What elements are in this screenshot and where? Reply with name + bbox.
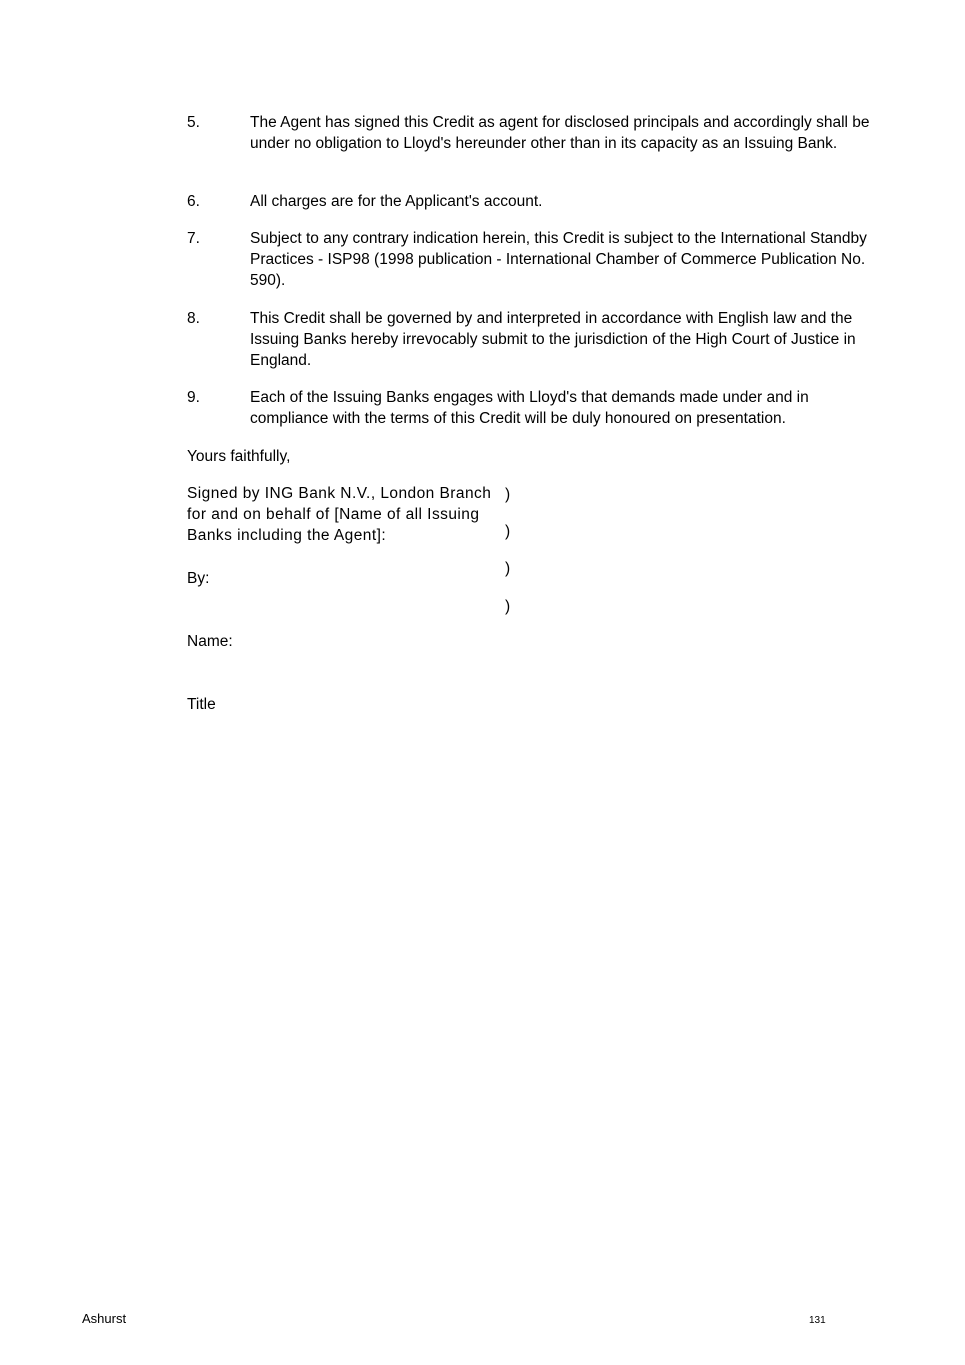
clause-text: The Agent has signed this Credit as agent for disclosed principals and accordingly shall be under no obligation to Lloyd's hereunder other than in its capacity as an Issuing Bank. [250, 114, 870, 152]
clause-text: Subject to any contrary indication herein, this Credit is subject to the International Standby Practices - ISP98 (1998 publication - International Chamber of Commerce Publication No. 590). [250, 230, 867, 289]
clause-text: All charges are for the Applicant's account. [250, 193, 543, 210]
clause-number: 9. [187, 389, 200, 406]
closing-salutation: Yours faithfully, [187, 448, 291, 465]
clause-number: 7. [187, 230, 200, 247]
name-label: Name: [187, 633, 233, 650]
clause-number: 8. [187, 310, 200, 327]
bracket-3: ) [505, 560, 511, 577]
clause-text: This Credit shall be governed by and interpreted in accordance with English law and the Issuing Banks hereby irrevocably submit to the jurisdiction of the High Court of Justice in England. [250, 310, 856, 369]
title-label: Title [187, 696, 216, 713]
page-number: 131 [809, 1315, 826, 1326]
bracket-2: ) [505, 523, 511, 540]
clause-text: Each of the Issuing Banks engages with Lloyd's that demands made under and in compliance with the terms of this Credit will be duly honoured on presentation. [250, 389, 809, 427]
footer-firm-name: Ashurst [82, 1311, 127, 1326]
clause-number: 6. [187, 193, 200, 210]
bracket-1: ) [505, 486, 511, 503]
signature-statement: Signed by ING Bank N.V., London Branch for and on behalf of [Name of all Issuing Banks including the Agent]: [187, 485, 492, 544]
by-label: By: [187, 570, 210, 587]
clause-number: 5. [187, 114, 200, 131]
bracket-4: ) [505, 598, 511, 615]
